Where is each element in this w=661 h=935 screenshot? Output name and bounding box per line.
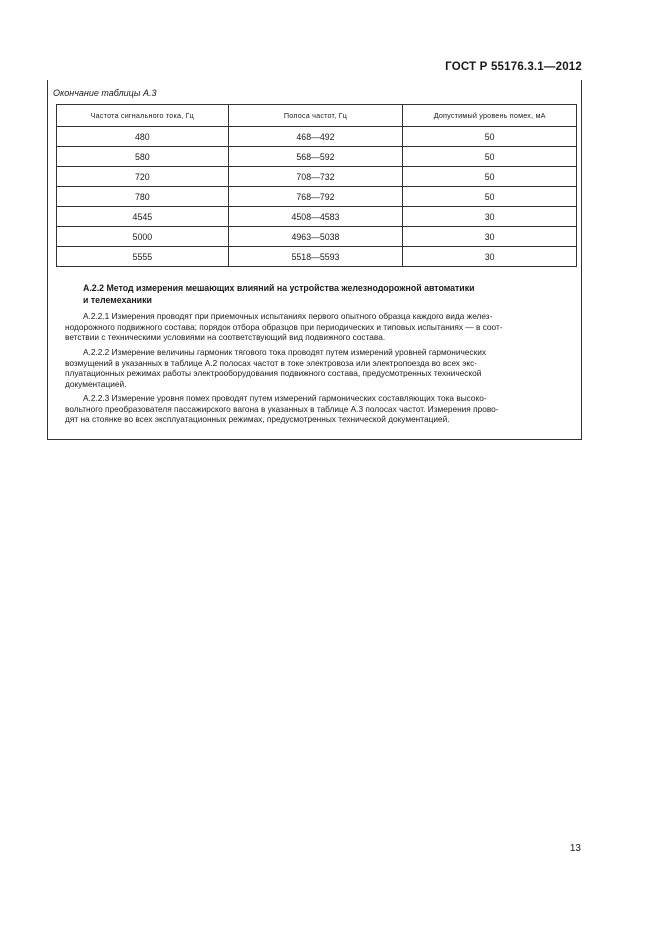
- paragraph-a221: [65, 311, 578, 343]
- table-cell: 580: [57, 147, 229, 167]
- text-line: А.2.2.1 Измерения проводят при приемочных испытаниях первого опытного образца каждого вида желез-: [83, 311, 493, 321]
- table-cell: 780: [57, 187, 229, 207]
- text-line: документацией.: [65, 378, 127, 389]
- document-code: ГОСТ Р 55176.3.1—2012: [445, 61, 582, 73]
- table-header-row: [57, 105, 577, 127]
- table-row: [57, 167, 577, 187]
- section-title-line: А.2.2 Метод измерения мешающих влияний на устройства железнодорожной автоматики: [83, 283, 475, 293]
- text-line: плуатационных режимах работы электрооборудования подвижного состава, предусмотренных технической: [65, 368, 482, 379]
- table-cell: 768—792: [228, 187, 403, 207]
- table-row: [57, 147, 577, 167]
- table-cell: 720: [57, 167, 229, 187]
- table-cell: 5518—5593: [228, 247, 403, 267]
- table-row: [57, 227, 577, 247]
- text-line: дят на стоянке во всех эксплуатационных режимах, предусмотренных технической документацией.: [65, 414, 450, 425]
- text-line: А.2.2.3 Измерение уровня помех проводят путем измерений гармонических составляющих тока высоко-: [83, 393, 487, 403]
- table-cell: 4963—5038: [228, 227, 403, 247]
- table-row: [57, 207, 577, 227]
- column-header-level: Допустимый уровень помех, мА: [403, 105, 577, 127]
- text-line: нодорожного подвижного состава; порядок отбора образцов при периодических и типовых испытаниях — в соот-: [65, 321, 503, 332]
- table-cell: 50: [403, 147, 577, 167]
- column-header-frequency: Частота сигнального тока, Гц: [57, 105, 229, 127]
- text-line: А.2.2.2 Измерение величины гармоник тягового тока проводят путем измерений уровней гармонических: [83, 347, 486, 357]
- page-number: 13: [569, 843, 581, 854]
- table-cell: 30: [403, 247, 577, 267]
- table-row: [57, 127, 577, 147]
- text-line: возмущений в указанных в таблице А.2 полосах частот в токе электровоза или электропоезда во всех экс-: [65, 357, 478, 368]
- table-cell: 568—592: [228, 147, 403, 167]
- table-cell: 50: [403, 187, 577, 207]
- table-cell: 480: [57, 127, 229, 147]
- table-cell: 5555: [57, 247, 229, 267]
- table-cell: 50: [403, 167, 577, 187]
- table-row: [57, 247, 577, 267]
- table-cell: 30: [403, 207, 577, 227]
- table-cell: 468—492: [228, 127, 403, 147]
- table-row: [57, 187, 577, 207]
- paragraph-a223: [65, 393, 578, 425]
- table-cell: 4545: [57, 207, 229, 227]
- section-title: [83, 282, 563, 306]
- text-line: вольтного преобразователя пассажирского вагона в указанных в таблице А.3 полосах частот. Измерения прово-: [65, 403, 499, 414]
- table-cell: 5000: [57, 227, 229, 247]
- table-cell: 708—732: [228, 167, 403, 187]
- table-cell: 30: [403, 227, 577, 247]
- text-line: ветствии с техническими условиями на соответствующий вид подвижного состава.: [65, 332, 386, 343]
- section-title-line: и телемеханики: [83, 295, 152, 305]
- data-table: [56, 104, 577, 267]
- table-caption: Окончание таблицы А.3: [53, 88, 157, 98]
- table-cell: 4508—4583: [228, 207, 403, 227]
- paragraph-a222: [65, 347, 578, 389]
- table-cell: 50: [403, 127, 577, 147]
- column-header-band: Полоса частот, Гц: [228, 105, 403, 127]
